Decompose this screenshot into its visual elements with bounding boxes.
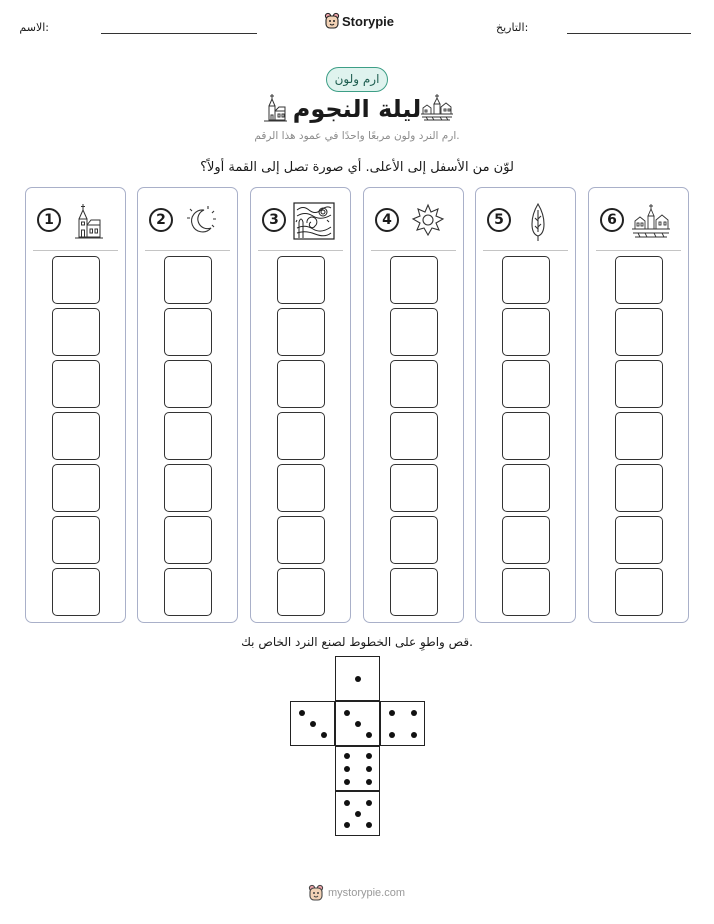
color-cell[interactable] [502, 412, 550, 460]
color-cell[interactable] [277, 256, 325, 304]
column-divider [145, 250, 230, 251]
footer-brand [308, 884, 405, 902]
color-cell[interactable] [52, 464, 100, 512]
die-face-1b [335, 701, 380, 746]
die-face-4 [380, 701, 425, 746]
color-cell[interactable] [502, 568, 550, 616]
column-number: 4 [375, 208, 399, 232]
die-pip [366, 732, 372, 738]
color-cell[interactable] [52, 568, 100, 616]
die-pip [344, 753, 350, 759]
color-cell[interactable] [164, 516, 212, 564]
column-divider [596, 250, 681, 251]
die-pip [355, 676, 361, 682]
column-number: 3 [262, 208, 286, 232]
color-cell[interactable] [164, 308, 212, 356]
die-face-3 [290, 701, 335, 746]
color-cell[interactable] [390, 412, 438, 460]
color-cell[interactable] [502, 256, 550, 304]
color-cell[interactable] [615, 308, 663, 356]
die-face-6 [335, 746, 380, 791]
color-cell[interactable] [277, 308, 325, 356]
column-header [364, 188, 463, 250]
cut-instruction: قص واطوِ على الخطوط لصنع النرد الخاص بك. [241, 635, 473, 649]
color-cell[interactable] [390, 308, 438, 356]
die-pip [321, 732, 327, 738]
column-6 [588, 187, 689, 623]
color-cell[interactable] [52, 308, 100, 356]
column-header [589, 188, 688, 250]
column-number: 6 [600, 208, 624, 232]
color-cell[interactable] [615, 412, 663, 460]
swirling-sky-icon [293, 202, 335, 240]
date-label: التاريخ: [496, 21, 529, 34]
die-pip [366, 800, 372, 806]
color-cell[interactable] [615, 516, 663, 564]
die-face-5 [335, 791, 380, 836]
column-header [26, 188, 125, 250]
color-cell[interactable] [390, 568, 438, 616]
storypie-mascot-icon [324, 12, 340, 30]
column-divider [33, 250, 118, 251]
column-1 [25, 187, 126, 623]
die-pip [344, 822, 350, 828]
date-field-line[interactable] [567, 33, 691, 34]
column-5 [475, 187, 576, 623]
crescent-moon-icon [184, 202, 220, 238]
column-3 [250, 187, 351, 623]
coloring-instruction: لوّن من الأسفل إلى الأعلى. أي صورة تصل إلى القمة أولاً؟ [200, 160, 514, 175]
color-cell[interactable] [277, 464, 325, 512]
name-field-line[interactable] [101, 33, 257, 34]
subtitle: ارم النرد ولون مربعًا واحدًا في عمود هذا الرقم. [254, 130, 460, 142]
village-icon [631, 202, 671, 240]
color-cell[interactable] [52, 256, 100, 304]
column-2 [137, 187, 238, 623]
color-cell[interactable] [52, 516, 100, 564]
name-label: الاسم: [19, 21, 49, 34]
die-pip [310, 721, 316, 727]
cypress-tree-icon [528, 202, 548, 242]
color-cell[interactable] [277, 568, 325, 616]
storypie-mascot-icon [308, 884, 324, 902]
die-pip [411, 710, 417, 716]
color-cell[interactable] [277, 360, 325, 408]
color-cell[interactable] [164, 360, 212, 408]
die-pip [366, 753, 372, 759]
die-pip [366, 779, 372, 785]
color-cell[interactable] [390, 256, 438, 304]
die-pip [344, 710, 350, 716]
die-pip [344, 766, 350, 772]
color-cell[interactable] [615, 256, 663, 304]
footer-url[interactable]: mystorypie.com [328, 887, 406, 899]
die-pip [411, 732, 417, 738]
color-cell[interactable] [615, 568, 663, 616]
column-number: 5 [487, 208, 511, 232]
color-cell[interactable] [390, 516, 438, 564]
column-number: 2 [149, 208, 173, 232]
color-cell[interactable] [52, 360, 100, 408]
color-cell[interactable] [502, 308, 550, 356]
die-pip [389, 710, 395, 716]
color-cell[interactable] [502, 464, 550, 512]
die-pip [344, 779, 350, 785]
color-cell[interactable] [164, 412, 212, 460]
color-cell[interactable] [390, 464, 438, 512]
village-icon [420, 92, 454, 122]
die-pip [366, 766, 372, 772]
church-icon [72, 202, 104, 240]
column-header [138, 188, 237, 250]
column-header [251, 188, 350, 250]
color-cell[interactable] [52, 412, 100, 460]
die-pip [299, 710, 305, 716]
color-cell[interactable] [277, 412, 325, 460]
page-title: ليلة النجوم [292, 95, 422, 123]
color-cell[interactable] [164, 568, 212, 616]
brand-name: Storypie [342, 13, 395, 29]
die-pip [344, 800, 350, 806]
die-face-1 [335, 656, 380, 701]
color-cell[interactable] [615, 360, 663, 408]
column-divider [258, 250, 343, 251]
die-pip [389, 732, 395, 738]
die-pip [355, 721, 361, 727]
brand-logo [324, 12, 394, 30]
column-divider [483, 250, 568, 251]
color-cell[interactable] [277, 516, 325, 564]
color-cell[interactable] [615, 464, 663, 512]
column-number: 1 [37, 208, 61, 232]
star-icon [410, 202, 446, 238]
color-cell[interactable] [390, 360, 438, 408]
column-4 [363, 187, 464, 623]
die-pip [355, 811, 361, 817]
column-divider [371, 250, 456, 251]
column-header [476, 188, 575, 250]
color-cell[interactable] [502, 516, 550, 564]
color-cell[interactable] [164, 256, 212, 304]
color-cell[interactable] [164, 464, 212, 512]
activity-badge: ارم ولون [326, 67, 388, 92]
die-pip [366, 822, 372, 828]
color-cell[interactable] [502, 360, 550, 408]
